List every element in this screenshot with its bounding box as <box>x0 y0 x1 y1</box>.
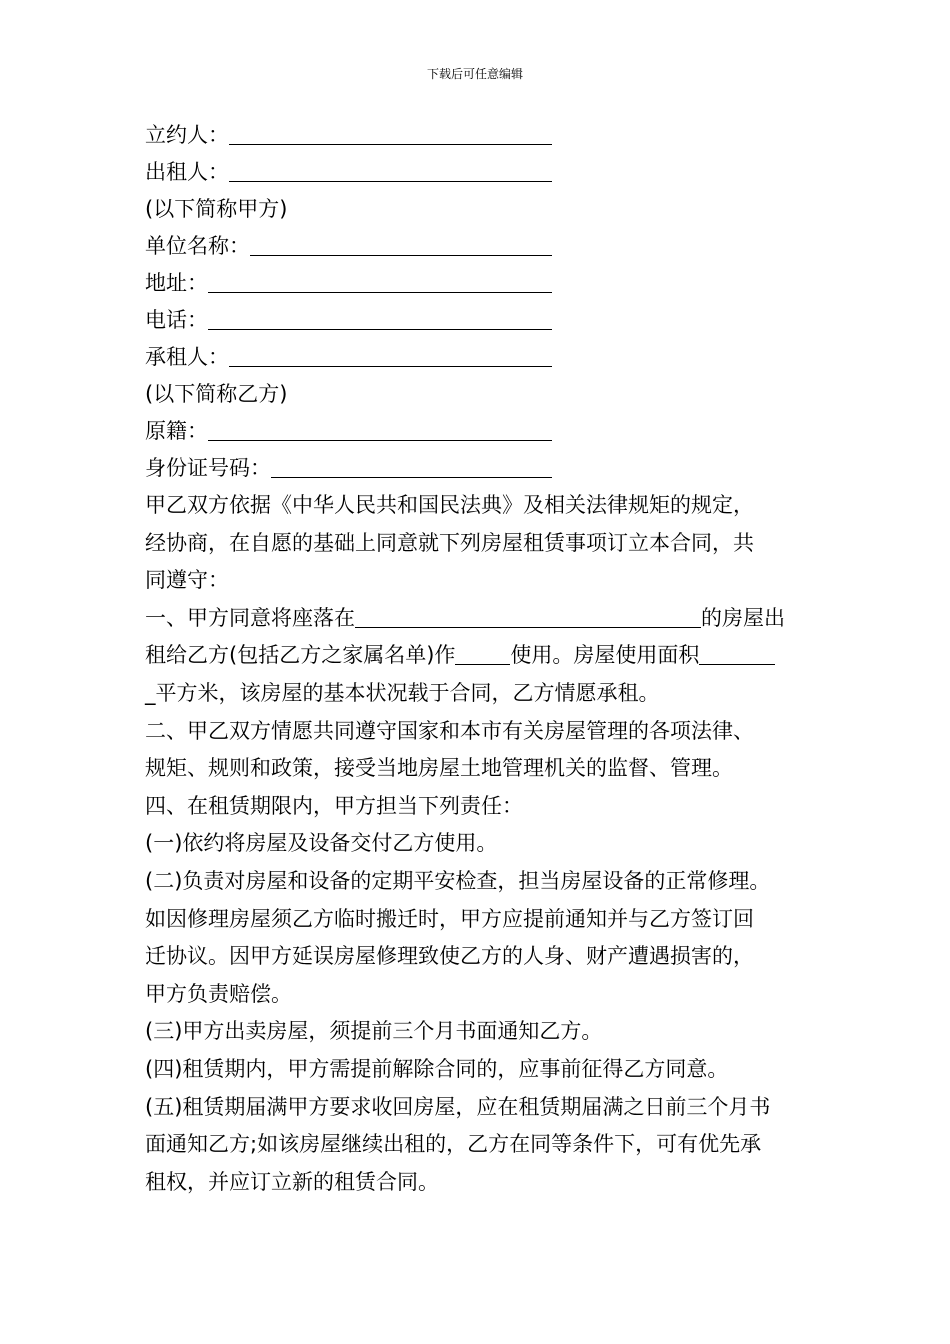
clause-2-line: 二、甲乙双方情愿共同遵守国家和本市有关房屋管理的各项法律、 <box>145 718 754 743</box>
clause-1-line: 一、甲方同意将座落在 的房屋出 <box>145 605 785 630</box>
blank-line[interactable] <box>229 159 552 182</box>
field-label: 身份证号码： <box>145 456 271 480</box>
blank-line-usage[interactable] <box>455 642 510 665</box>
blank-line[interactable] <box>208 307 552 330</box>
field-row-party-a-note <box>145 191 810 228</box>
clause-4-line: (四)租赁期内，甲方需提前解除合同的，应事前征得乙方同意。 <box>145 1056 729 1081</box>
field-row-party-b-note <box>145 376 810 413</box>
clause-1-line: 租给乙方(包括乙方之家属名单)作 使用。房屋使用面积 <box>145 637 810 675</box>
field-label: 承租人： <box>145 345 229 369</box>
blank-line-area[interactable] <box>699 642 775 665</box>
field-row-origin <box>145 413 810 450</box>
field-label: (以下简称甲方) <box>145 197 288 221</box>
field-row-company <box>145 228 810 265</box>
field-row-address <box>145 265 810 302</box>
clause-4-line: 甲方负责赔偿。 <box>145 981 292 1006</box>
contract-body <box>145 117 810 1201</box>
blank-line[interactable] <box>271 455 552 478</box>
field-row-signatory <box>145 117 810 154</box>
clause-2-line: 规矩、规则和政策，接受当地房屋土地管理机关的监督、管理。 <box>145 756 733 781</box>
clause-4-line: 租权，并应订立新的租赁合同。 <box>145 1169 439 1194</box>
clause-4-line: (二)负责对房屋和设备的定期平安检查，担当房屋设备的正常修理。 <box>145 868 771 893</box>
field-label: (以下简称乙方) <box>145 382 288 406</box>
field-row-lessor <box>145 154 810 191</box>
clause-4-line: 迁协议。因甲方延误房屋修理致使乙方的人身、财产遭遇损害的， <box>145 944 754 969</box>
clause-4-line: 四、在租赁期限内，甲方担当下列责任： <box>145 793 523 818</box>
clause-4-line: 面通知乙方;如该房屋继续出租的，乙方在同等条件下，可有优先承 <box>145 1132 762 1157</box>
field-row-id-number <box>145 450 810 487</box>
intro-line: 甲乙双方依据《中华人民共和国民法典》及相关法律规矩的规定， <box>145 493 754 517</box>
clause-4-line: (三)甲方出卖房屋，须提前三个月书面通知乙方。 <box>145 1019 603 1044</box>
clause-4-line: (五)租赁期届满甲方要求收回房屋，应在租赁期届满之日前三个月书 <box>145 1094 771 1119</box>
blank-line[interactable] <box>229 122 552 145</box>
clause-1-line: _平方米，该房屋的基本状况载于合同，乙方情愿承租。 <box>145 680 660 705</box>
field-label: 原籍： <box>145 419 208 443</box>
clause-4-line: (一)依约将房屋及设备交付乙方使用。 <box>145 831 498 856</box>
field-label: 单位名称： <box>145 234 250 258</box>
intro-line: 经协商，在自愿的基础上同意就下列房屋租赁事项订立本合同，共 <box>145 530 754 555</box>
blank-line[interactable] <box>229 344 552 367</box>
intro-line: 同遵守： <box>145 568 229 593</box>
field-row-lessee <box>145 339 810 376</box>
blank-line[interactable] <box>250 233 552 256</box>
header-note: 下载后可任意编辑 <box>426 67 523 81</box>
clause-4-line: 如因修理房屋须乙方临时搬迁时，甲方应提前通知并与乙方签订回 <box>145 906 754 931</box>
blank-line[interactable] <box>208 418 552 441</box>
field-label: 出租人： <box>145 160 229 184</box>
field-label: 电话： <box>145 308 208 332</box>
field-label: 立约人： <box>145 123 229 147</box>
field-row-phone <box>145 302 810 339</box>
blank-line[interactable] <box>208 270 552 293</box>
field-label: 地址： <box>145 271 208 295</box>
blank-line-location[interactable] <box>355 605 701 628</box>
